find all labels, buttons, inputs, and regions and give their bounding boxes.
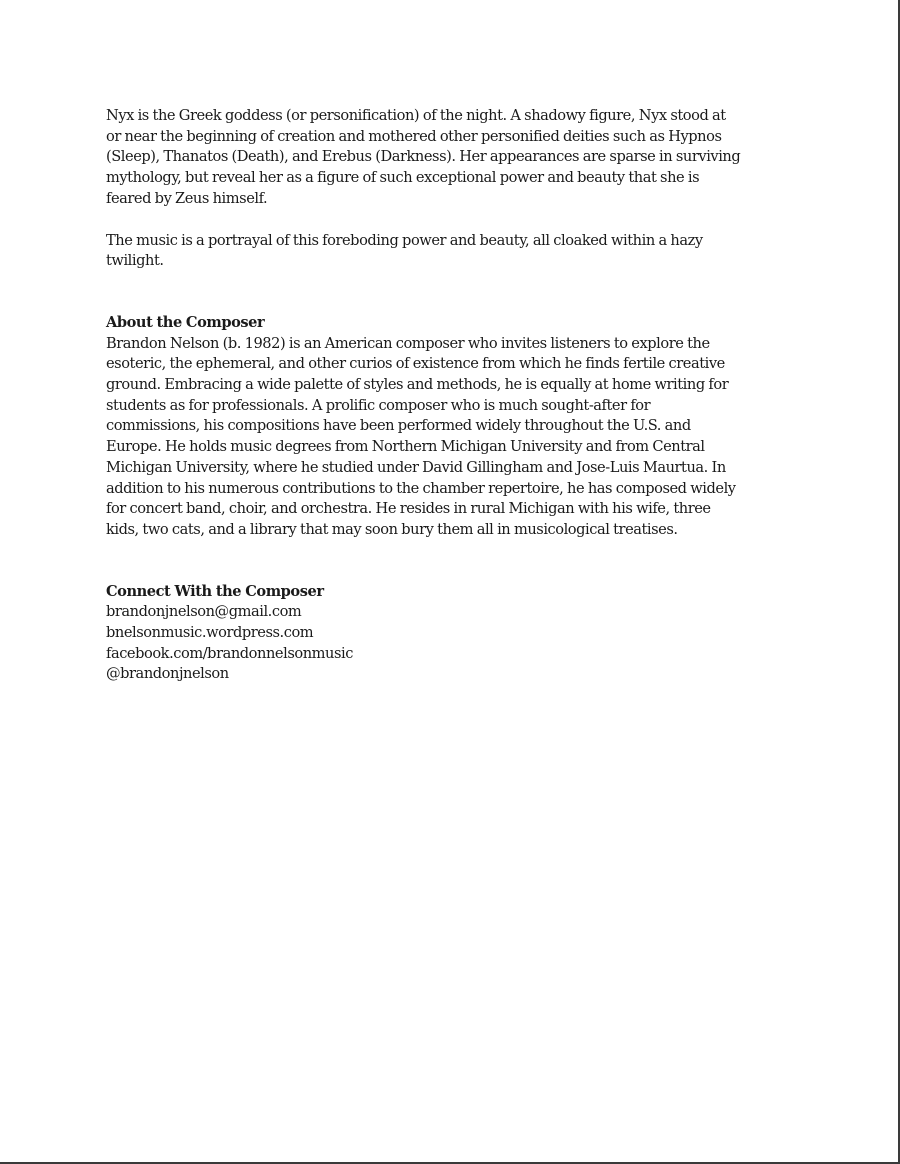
website-link[interactable]: bnelsonmusic.wordpress.com: [106, 624, 314, 642]
email-link[interactable]: brandonjnelson@gmail.com: [106, 603, 302, 621]
facebook-link[interactable]: facebook.com/brandonnelsonmusic: [106, 644, 353, 662]
about-heading: About the Composer: [106, 313, 265, 331]
page-content: [106, 106, 806, 685]
connect-heading: Connect With the Composer: [106, 582, 324, 600]
about-body: Brandon Nelson (b. 1982) is an American composer who invites listeners to explore the esoteric, the ephemeral, and other curios of existence from which he finds fertile creative ground. Embracing a wide palette of styles and methods, he is equally at home writing for students as for professionals. A prolific composer who is much sought-after for commissions, his compositions have been performed widely throughout the U.S. and Europe. He holds music degrees from Northern Michigan University and from Central Michigan University, where he studied under David Gillingham and Jose-Luis Maurtua. In addition to his numerous contributions to the chamber repertoire, he has composed widely for concert band, choir, and orchestra. He resides in rural Michigan with his wife, three kids, two cats, and a library that may soon bury them all in musicological treatises.: [106, 334, 736, 538]
intro-paragraph-1: Nyx is the Greek goddess (or personification) of the night. A shadowy figure, Nyx stood at or near the beginning of creation and mothered other personified deities such as Hypnos (Sleep), Thanatos (Death), and Erebus (Darkness). Her appearances are sparse in surviving mythology, but reveal her as a figure of such exceptional power and beauty that she is feared by Zeus himself.: [106, 107, 741, 207]
social-handle-link[interactable]: @brandonjnelson: [106, 665, 229, 683]
intro-paragraph-2: The music is a portrayal of this foreboding power and beauty, all cloaked within a hazy twilight.: [106, 231, 703, 270]
